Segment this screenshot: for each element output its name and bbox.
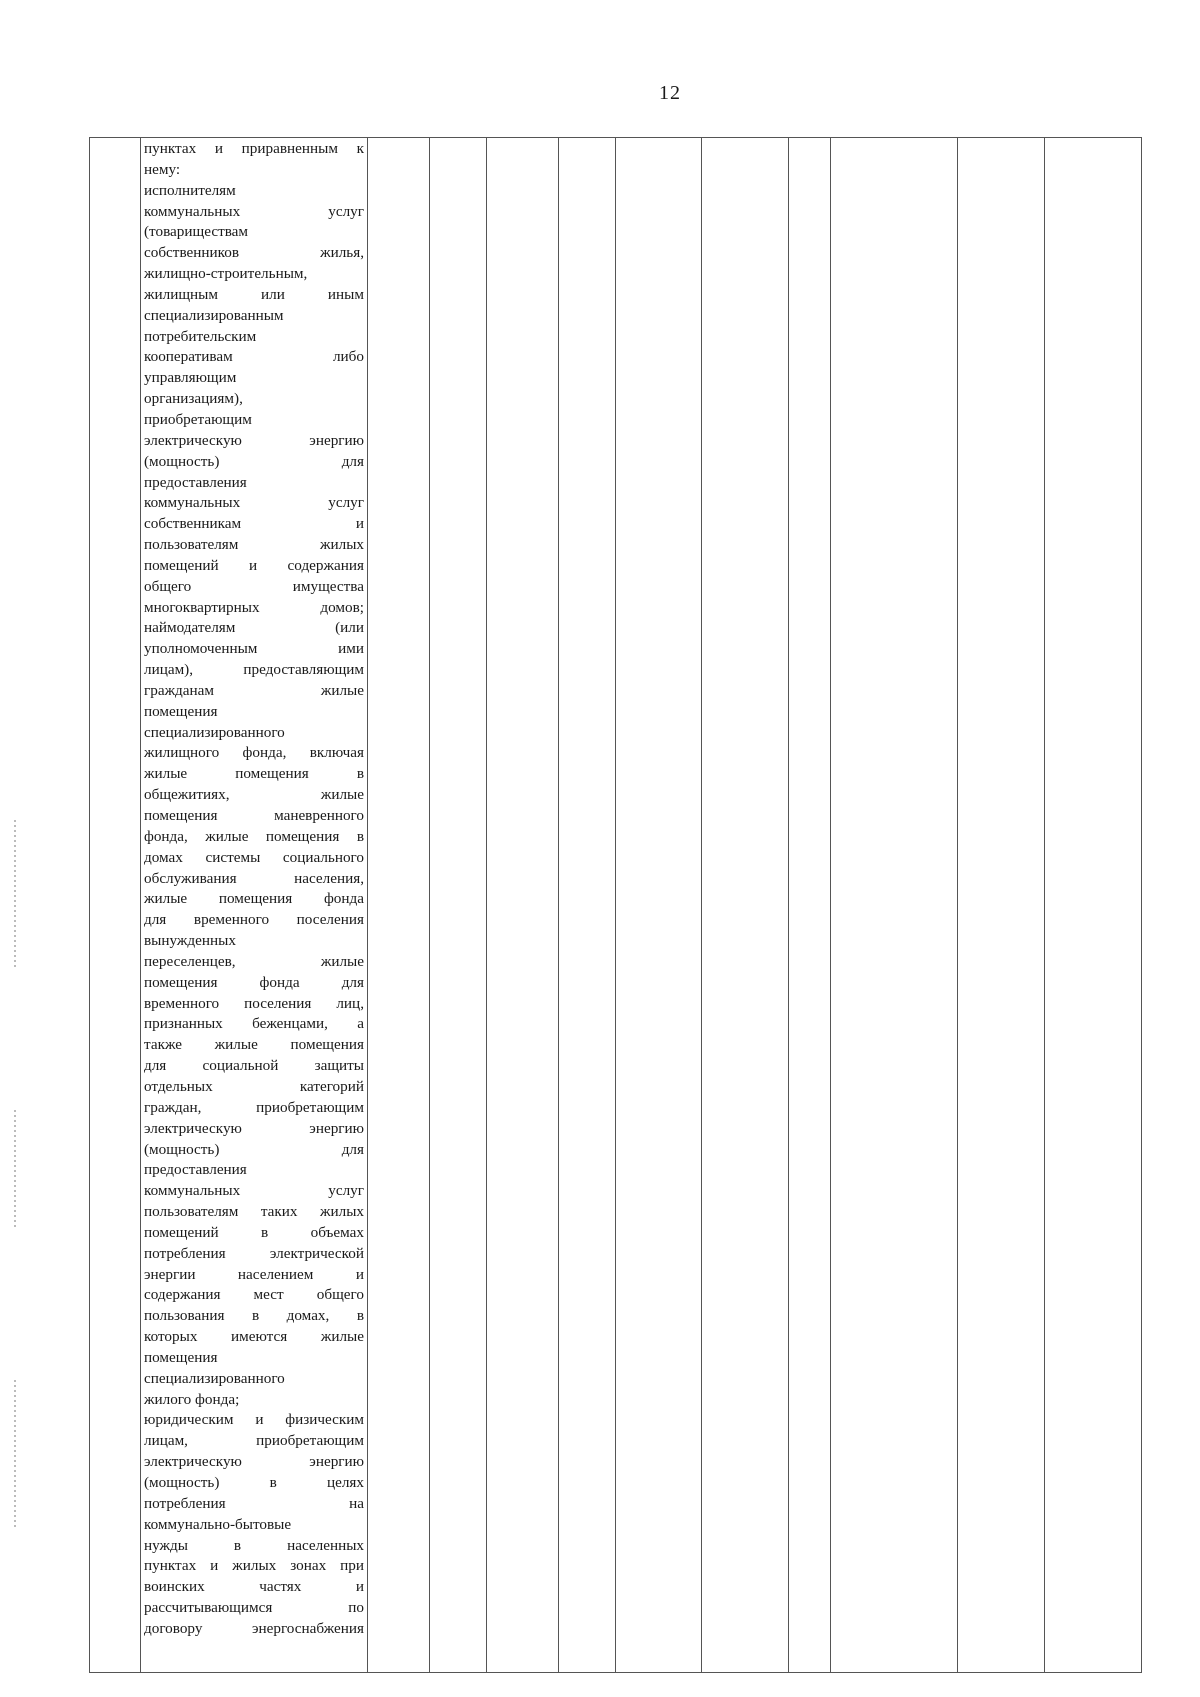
scan-artifact <box>14 1380 16 1530</box>
description-line: специализированного <box>144 1369 285 1387</box>
description-line: признанных беженцами, а <box>144 1015 364 1033</box>
description-line: жилые помещения в <box>144 765 364 783</box>
description-line: управляющим <box>144 369 237 387</box>
description-line: электрическую энергию <box>144 1119 364 1137</box>
empty-cell <box>958 138 1045 1673</box>
description-line: лицам, приобретающим <box>144 1432 364 1450</box>
description-line: потребительским <box>144 327 257 345</box>
description-line: специализированного <box>144 723 285 741</box>
description-line: пунктах и приравненным к <box>144 140 364 157</box>
description-line: гражданам жилые <box>144 681 364 699</box>
description-line: электрическую энергию <box>144 1453 364 1471</box>
description-line: граждан, приобретающим <box>144 1098 364 1116</box>
description-line: потребления электрической <box>144 1244 364 1262</box>
description-line: содержания мест общего <box>144 1286 364 1304</box>
description-line: коммунальных услуг <box>144 494 364 512</box>
description-line: пользователям таких жилых <box>144 1203 364 1221</box>
description-line: предоставления <box>144 473 247 491</box>
description-line: фонда, жилые помещения в <box>144 827 364 845</box>
description-line: приобретающим <box>144 410 252 428</box>
empty-cell <box>368 138 430 1673</box>
tariff-table <box>89 137 1142 1673</box>
description-line: которых имеются жилые <box>144 1328 364 1346</box>
description-line: временного поселения лиц, <box>144 994 364 1012</box>
description-line: договору энергоснабжения <box>144 1619 364 1637</box>
description-line: (товариществам <box>144 223 249 241</box>
empty-cell <box>430 138 487 1673</box>
empty-cell <box>616 138 702 1673</box>
description-line: предоставления <box>144 1161 247 1179</box>
description-line: кооперативам либо <box>144 348 364 366</box>
description-line: исполнителям <box>144 181 236 199</box>
description-line: энергии населением и <box>144 1265 364 1283</box>
empty-cell <box>702 138 789 1673</box>
description-line: пользования в домах, в <box>144 1307 364 1325</box>
description-line: жилые помещения фонда <box>144 890 364 908</box>
description-line: электрическую энергию <box>144 431 364 449</box>
description-line: (мощность) для <box>144 452 364 470</box>
description-line: общежитиях, жилые <box>144 786 364 804</box>
description-line: жилищным или иным <box>144 285 364 303</box>
description-line: помещений и содержания <box>144 556 364 574</box>
description-line: юридическим и физическим <box>144 1411 364 1429</box>
description-line: переселенцев, жилые <box>144 952 364 970</box>
description-line: вынужденных <box>144 932 236 950</box>
description-line: обслуживания населения, <box>144 869 364 887</box>
table-row <box>90 138 1142 1673</box>
description-line: (мощность) для <box>144 1140 364 1158</box>
consumer-description-text <box>144 139 364 1640</box>
description-line: коммунальных услуг <box>144 1182 364 1200</box>
description-line: многоквартирных домов; <box>144 598 364 616</box>
description-line: собственников жилья, <box>144 244 364 262</box>
description-line: наймодателям (или <box>144 619 364 637</box>
description-line: помещения фонда для <box>144 973 364 991</box>
empty-cell <box>559 138 616 1673</box>
description-line: нужды в населенных <box>144 1536 364 1554</box>
row-number-cell <box>90 138 141 1673</box>
description-line: помещения маневренного <box>144 807 364 824</box>
description-line: воинских частях и <box>144 1578 364 1596</box>
description-line: помещения <box>144 702 218 720</box>
description-line: жилищно-строительным, <box>144 265 308 283</box>
empty-cell <box>789 138 831 1673</box>
description-line: пунктах и жилых зонах при <box>144 1557 364 1575</box>
description-line: отдельных категорий <box>144 1077 364 1095</box>
empty-cell <box>831 138 958 1673</box>
description-line: пользователям жилых <box>144 536 364 554</box>
description-line: жилого фонда; <box>144 1390 240 1408</box>
description-line: рассчитывающимся по <box>144 1599 364 1617</box>
description-line: коммунально-бытовые <box>144 1515 292 1533</box>
description-line: лицам), предоставляющим <box>144 661 364 679</box>
description-line: также жилые помещения <box>144 1036 364 1054</box>
description-line: для социальной защиты <box>144 1057 364 1075</box>
description-line: потребления на <box>144 1494 364 1512</box>
description-line: помещения <box>144 1348 218 1366</box>
description-line: коммунальных услуг <box>144 202 364 220</box>
description-line: общего имущества <box>144 577 364 595</box>
description-line: помещений в объемах <box>144 1223 364 1241</box>
description-line: собственникам и <box>144 515 364 533</box>
scan-artifact <box>14 820 16 970</box>
scan-artifact <box>14 1110 16 1230</box>
description-line: специализированным <box>144 306 284 324</box>
description-line: для временного поселения <box>144 911 364 929</box>
description-line: жилищного фонда, включая <box>144 744 364 762</box>
consumer-description-cell <box>141 138 368 1673</box>
description-line: домах системы социального <box>144 848 364 866</box>
page-number: 12 <box>659 82 681 104</box>
empty-cell <box>487 138 559 1673</box>
description-line: уполномоченным ими <box>144 640 364 658</box>
description-line: организациям), <box>144 390 243 408</box>
description-line: нему: <box>144 160 181 178</box>
empty-cell <box>1045 138 1142 1673</box>
description-line: (мощность) в целях <box>144 1474 364 1491</box>
